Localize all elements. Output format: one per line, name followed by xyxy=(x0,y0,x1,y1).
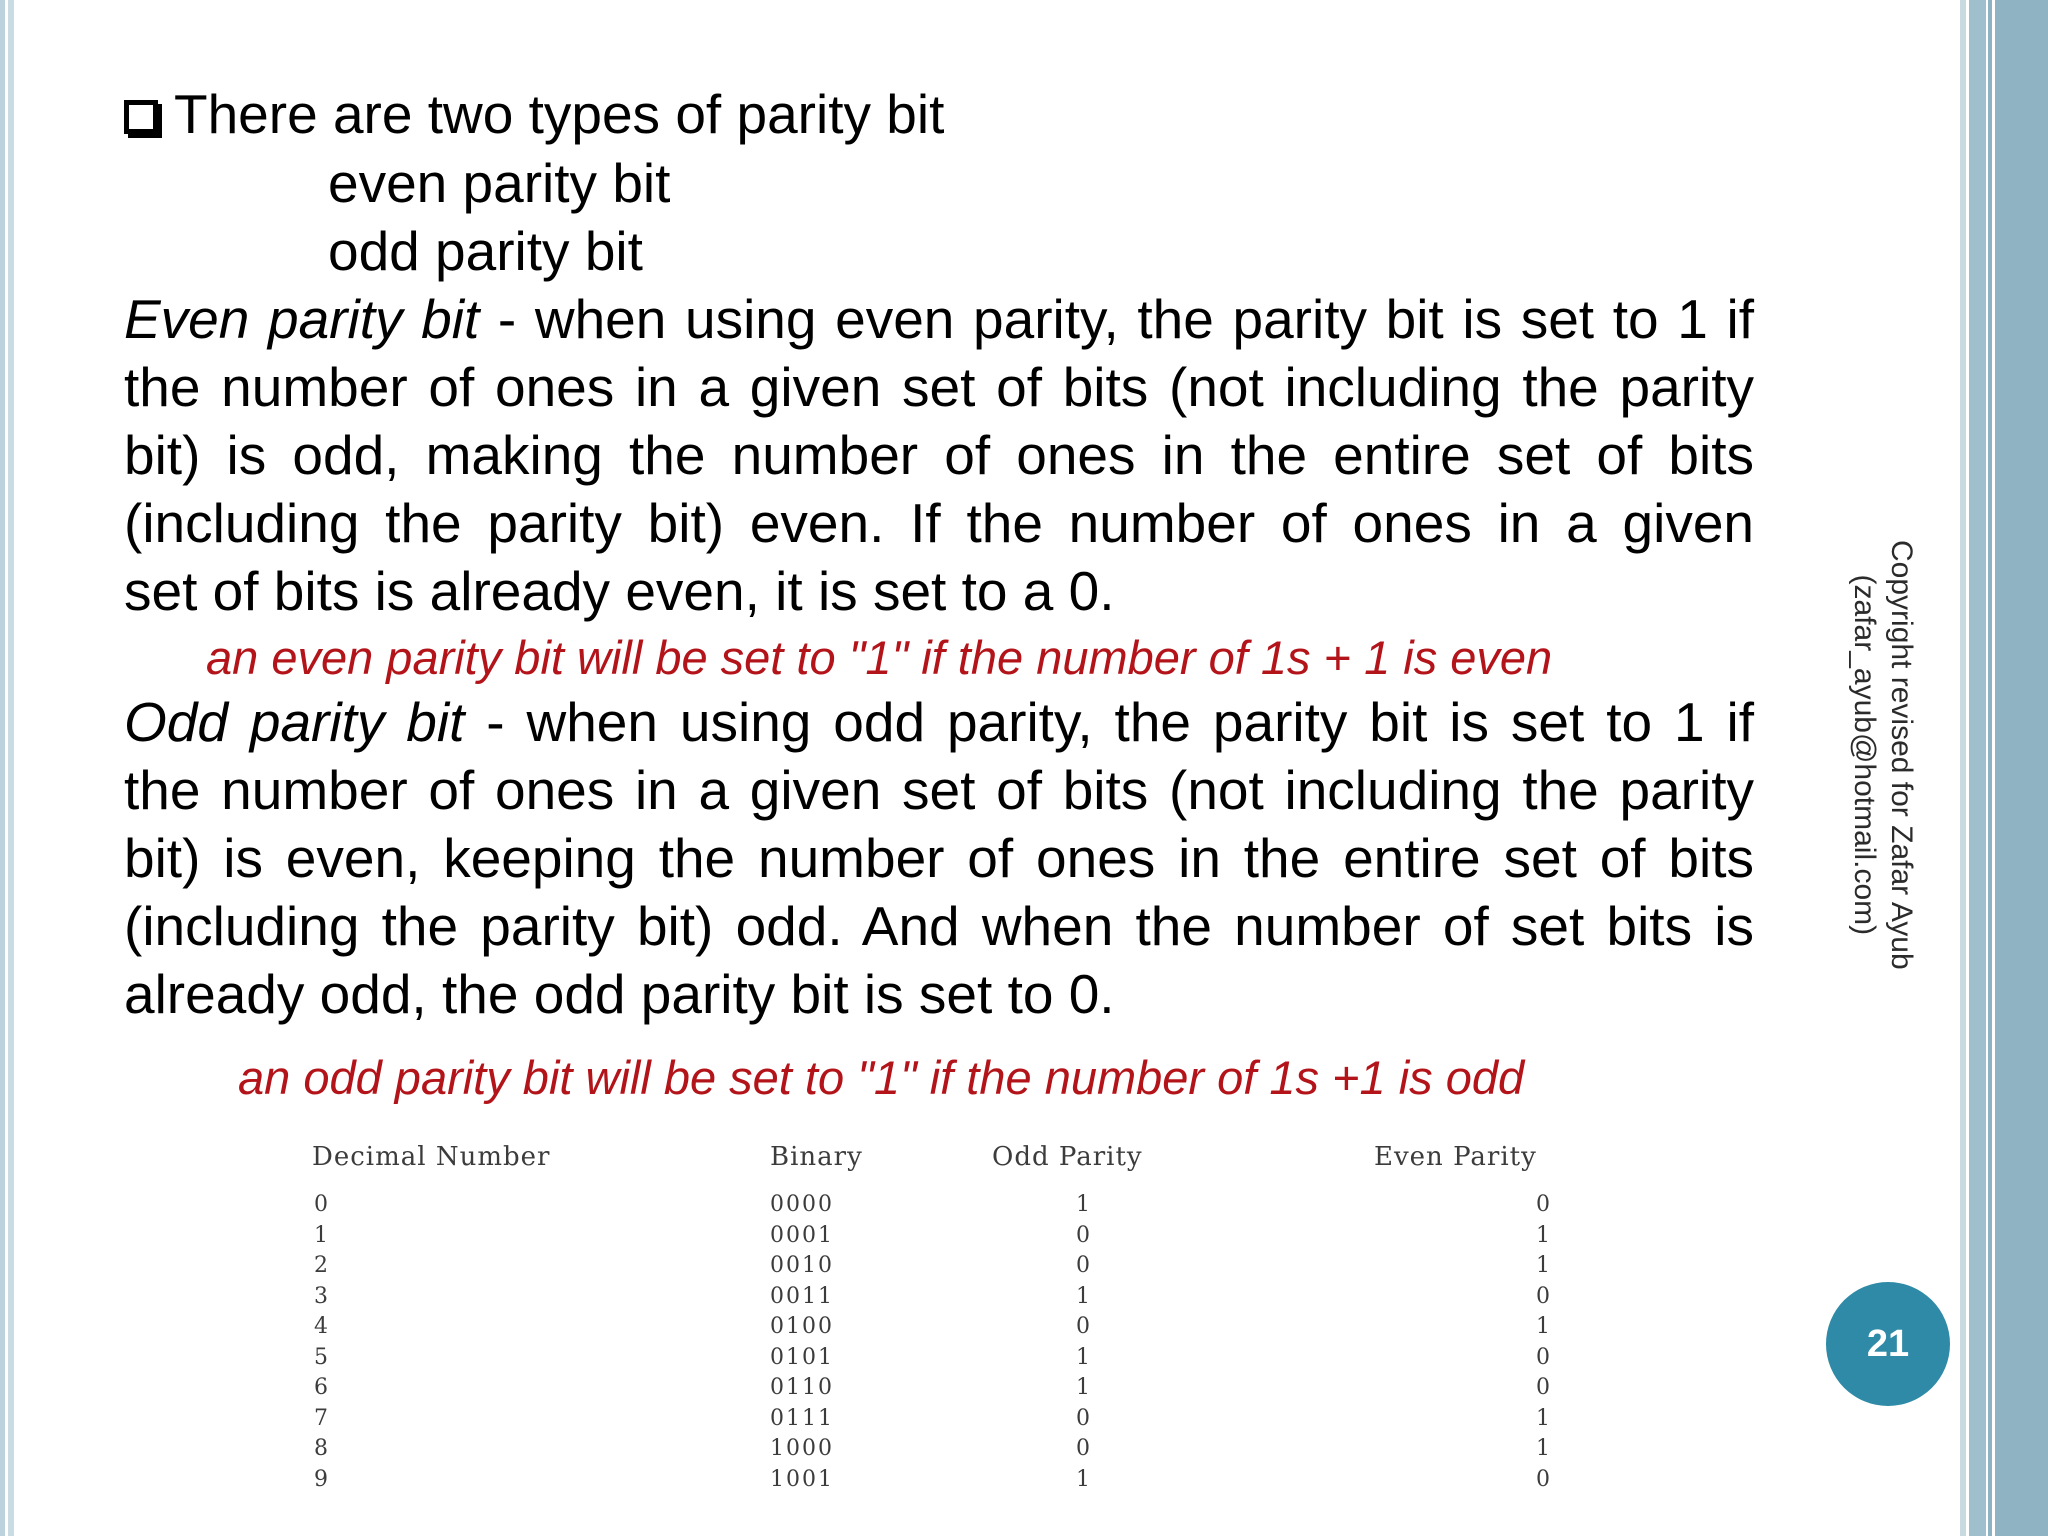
odd-para-line-3: bit) is even, keeping the number of ones in the entire set of bits xyxy=(124,827,1754,889)
cell-odd: 1 xyxy=(1076,1466,1092,1492)
cell-even: 0 xyxy=(1536,1283,1552,1309)
cell-even: 1 xyxy=(1536,1222,1552,1248)
cell-binary: 0100 xyxy=(770,1314,834,1339)
cell-even: 0 xyxy=(1536,1192,1552,1217)
table-header-even: Even Parity xyxy=(1374,1142,1537,1172)
cell-even: 0 xyxy=(1536,1466,1552,1492)
cell-even: 1 xyxy=(1536,1436,1552,1461)
bullet-heading xyxy=(124,80,1754,148)
cell-binary: 0101 xyxy=(770,1344,834,1370)
cell-even: 1 xyxy=(1536,1253,1552,1278)
even-para-line-4: (including the parity bit) even. If the number of ones in a given xyxy=(124,492,1754,554)
even-parity-note: an even parity bit will be set to "1" if the number of 1s + 1 is even xyxy=(206,631,1553,684)
cell-even: 0 xyxy=(1536,1375,1552,1400)
table-header-binary: Binary xyxy=(770,1142,863,1172)
odd-para-line-5: already odd, the odd parity bit is set to 0. xyxy=(124,963,1115,1025)
cell-binary: 0010 xyxy=(770,1253,834,1278)
table-header-decimal: Decimal Number xyxy=(312,1142,551,1172)
cell-decimal: 4 xyxy=(314,1314,330,1339)
cell-odd: 0 xyxy=(1076,1314,1092,1339)
cell-even: 1 xyxy=(1536,1314,1552,1339)
cell-binary: 0111 xyxy=(770,1405,834,1431)
cell-odd: 0 xyxy=(1076,1436,1092,1461)
cell-even: 1 xyxy=(1536,1405,1552,1431)
copyright-line-1: Copyright revised for Zafar Ayub xyxy=(1885,540,1918,970)
cell-binary: 0011 xyxy=(770,1283,834,1309)
cell-odd: 0 xyxy=(1076,1253,1092,1278)
copyright-notice xyxy=(1846,540,1920,970)
slide-frame-line xyxy=(1992,0,1995,1536)
cell-binary: 1001 xyxy=(770,1466,834,1492)
cell-decimal: 7 xyxy=(314,1405,330,1431)
cell-binary: 0001 xyxy=(770,1222,834,1248)
sub-item-even: even parity bit xyxy=(328,152,671,214)
even-para-line-3: bit) is odd, making the number of ones in the entire set of bits xyxy=(124,424,1754,486)
even-line-1-text: - when using even parity, the parity bit is set to 1 if xyxy=(479,288,1754,350)
cell-even: 0 xyxy=(1536,1344,1552,1370)
cell-binary: 0000 xyxy=(770,1192,834,1217)
cell-odd: 1 xyxy=(1076,1344,1092,1370)
cell-decimal: 2 xyxy=(314,1253,330,1278)
odd-para-line-4: (including the parity bit) odd. And when the number of set bits is xyxy=(124,895,1754,957)
cell-decimal: 5 xyxy=(314,1344,330,1370)
sub-item-odd: odd parity bit xyxy=(328,220,643,282)
page-number-badge: 21 xyxy=(1826,1282,1950,1406)
even-term: Even parity bit xyxy=(124,288,480,350)
odd-para-line-2: the number of ones in a given set of bits (not including the parity xyxy=(124,759,1754,821)
cell-decimal: 1 xyxy=(314,1222,330,1248)
parity-table xyxy=(286,1128,1626,1508)
cell-decimal: 3 xyxy=(314,1283,330,1309)
table-header-odd: Odd Parity xyxy=(992,1142,1143,1172)
even-para-line-5: set of bits is already even, it is set to a 0. xyxy=(124,560,1115,622)
checkbox-bullet-icon xyxy=(124,100,158,134)
odd-parity-note: an odd parity bit will be set to "1" if the number of 1s +1 is odd xyxy=(238,1051,1525,1104)
odd-term: Odd parity bit xyxy=(124,691,465,753)
cell-decimal: 6 xyxy=(314,1375,330,1400)
cell-odd: 0 xyxy=(1076,1222,1092,1248)
cell-decimal: 9 xyxy=(314,1466,330,1492)
cell-odd: 1 xyxy=(1076,1192,1092,1217)
cell-binary: 0110 xyxy=(770,1375,834,1400)
slide-frame-right xyxy=(1960,0,2048,1536)
bullet-heading-text: There are two types of parity bit xyxy=(174,83,945,145)
cell-odd: 1 xyxy=(1076,1283,1092,1309)
even-para-line-2: the number of ones in a given set of bits (not including the parity xyxy=(124,356,1754,418)
cell-odd: 0 xyxy=(1076,1405,1092,1431)
cell-binary: 1000 xyxy=(770,1436,834,1461)
even-para-line-1 xyxy=(124,285,1754,353)
odd-para-line-1 xyxy=(124,688,1754,756)
cell-odd: 1 xyxy=(1076,1375,1092,1400)
copyright-line-2: (zafar_ayub@hotmail.com) xyxy=(1848,574,1881,936)
cell-decimal: 8 xyxy=(314,1436,330,1461)
cell-decimal: 0 xyxy=(314,1192,330,1217)
odd-line-1-text: - when using odd parity, the parity bit is set to 1 if xyxy=(464,691,1754,753)
